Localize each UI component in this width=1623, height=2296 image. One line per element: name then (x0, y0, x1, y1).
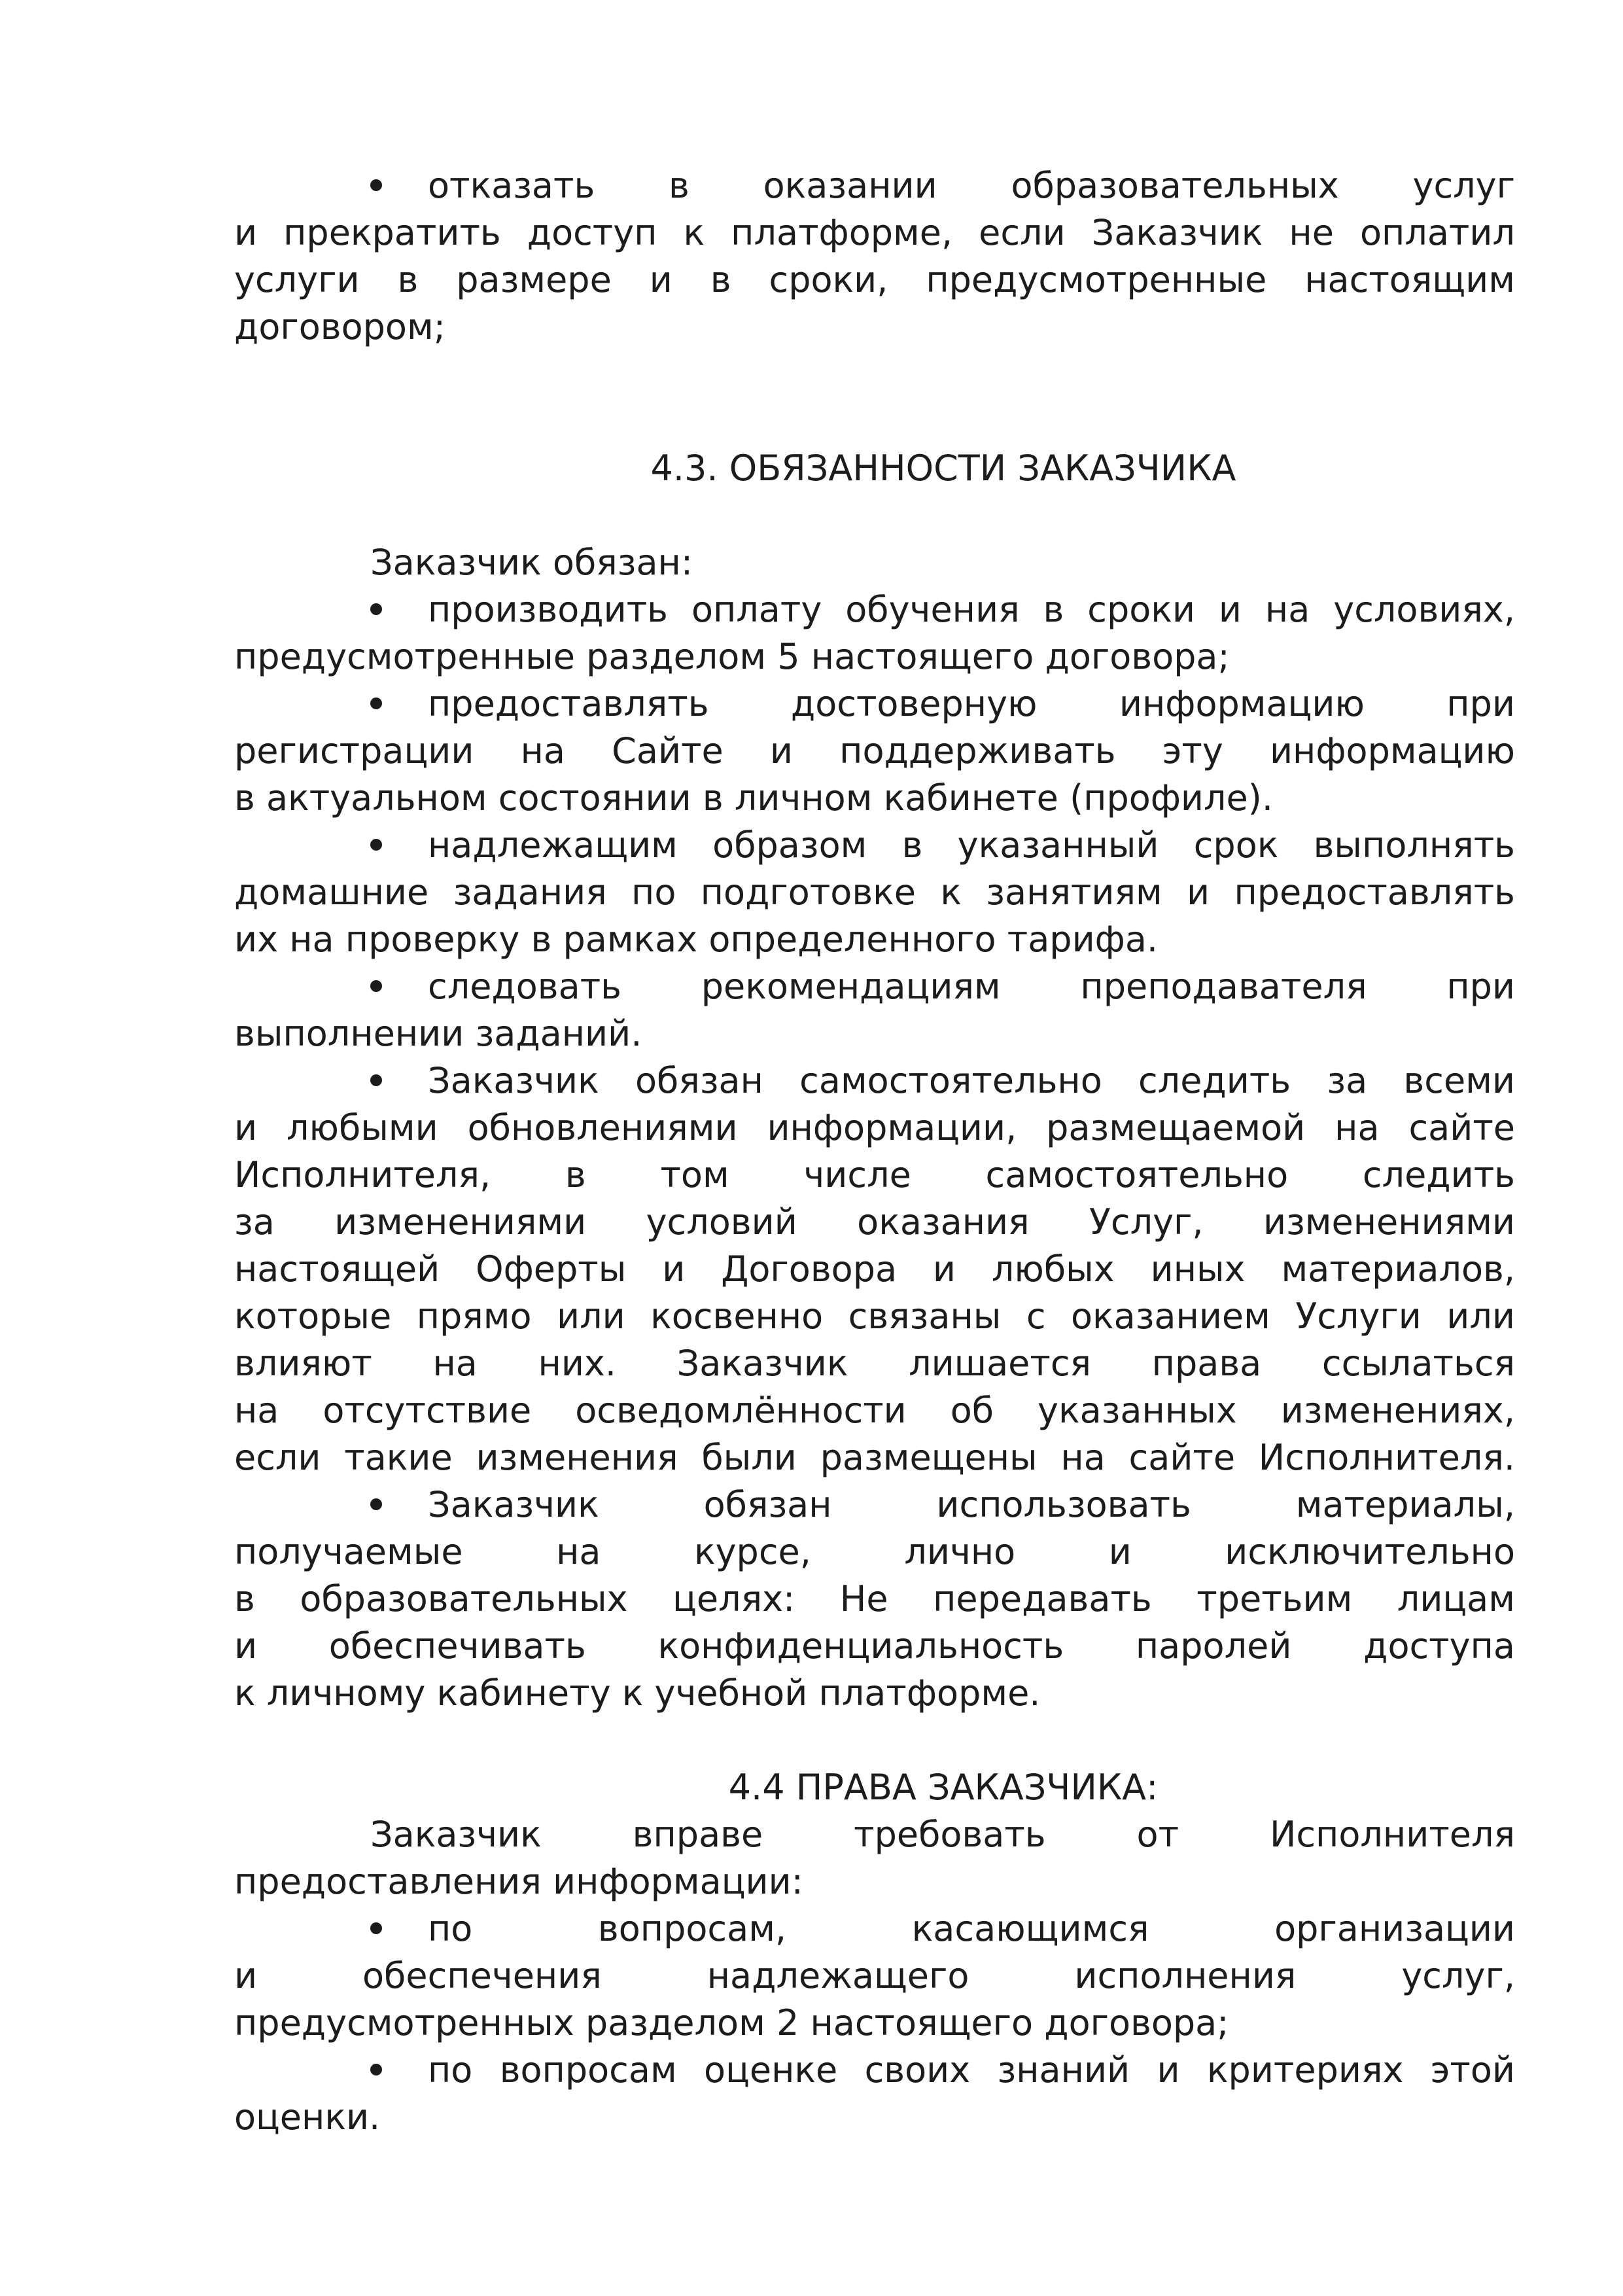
bullet-item (234, 963, 1515, 1057)
section-heading: 4.4 ПРАВА ЗАКАЗЧИКА: (728, 1767, 1159, 1808)
bullet-item (234, 822, 1515, 963)
bullet-dot-icon (370, 822, 428, 869)
bullet-line: получаемые на курсе, лично и исключительно (234, 1531, 1515, 1572)
bullet-line: по вопросам, касающимся организации (428, 1908, 1515, 1949)
bullet-line: следовать рекомендациям преподавателя при (428, 966, 1515, 1007)
bullet-line: настоящей Оферты и Договора и любых иных материалов, (234, 1248, 1515, 1290)
intro-bullet (234, 162, 1515, 351)
bullet-dot-icon (370, 586, 428, 633)
bullet-line: и любыми обновлениями информации, размещаемой на сайте (234, 1107, 1515, 1148)
bullet-line: влияют на них. Заказчик лишается права ссылаться (234, 1343, 1515, 1384)
bullet-line: выполнении заданий. (234, 1013, 642, 1054)
bullet-line: Исполнителя, в том числе самостоятельно следить (234, 1154, 1515, 1195)
bullet-line: отказать в оказании образовательных услуг (428, 165, 1515, 206)
bullet-line: в образовательных целях: Не передавать третьим лицам (234, 1578, 1515, 1619)
bullet-line: договором; (234, 306, 445, 347)
bullet-line: в актуальном состоянии в личном кабинете (профиле). (234, 777, 1273, 819)
section-lead: Заказчик вправе требовать от Исполнителя (370, 1814, 1515, 1855)
section-4-3 (234, 445, 1515, 1717)
bullet-dot-icon (370, 963, 428, 1010)
bullet-line: и обеспечивать конфиденциальность паролей доступа (234, 1625, 1515, 1667)
bullet-line: и обеспечения надлежащего исполнения услуг, (234, 1955, 1515, 1996)
bullet-line: надлежащим образом в указанный срок выполнять (428, 824, 1515, 866)
bullet-line: если такие изменения были размещены на сайте Исполнителя. (234, 1437, 1515, 1478)
bullet-item (234, 680, 1515, 822)
bullet-line: оценки. (234, 2096, 381, 2138)
bullet-line: по вопросам оценке своих знаний и критериях этой (428, 2049, 1515, 2091)
bullet-item (234, 1905, 1515, 2047)
bullet-line: Заказчик обязан самостоятельно следить за всеми (428, 1060, 1515, 1101)
bullet-line: предусмотренные разделом 5 настоящего договора; (234, 636, 1230, 677)
bullet-item (234, 586, 1515, 680)
bullet-dot-icon (370, 1905, 428, 1952)
bullet-line: предусмотренных разделом 2 настоящего договора; (234, 2002, 1229, 2043)
bullet-dot-icon (370, 680, 428, 728)
section-4-4 (234, 1764, 1515, 2141)
bullet-line: Заказчик обязан использовать материалы, (428, 1484, 1515, 1525)
bullet-line: производить оплату обучения в сроки и на условиях, (428, 589, 1515, 630)
bullet-line: которые прямо или косвенно связаны с оказанием Услуги или (234, 1296, 1515, 1337)
document-page (234, 154, 1515, 2141)
section-heading: 4.3. ОБЯЗАННОСТИ ЗАКАЗЧИКА (650, 448, 1236, 489)
bullet-dot-icon (370, 1481, 428, 1528)
bullet-item (234, 1481, 1515, 1717)
bullet-line: их на проверку в рамках определенного тарифа. (234, 919, 1159, 960)
bullet-line: предоставлять достоверную информацию при (428, 683, 1515, 724)
bullet-dot-icon (370, 2047, 428, 2094)
bullet-line: на отсутствие осведомлённости об указанных изменениях, (234, 1390, 1515, 1431)
bullet-dot-icon (370, 1057, 428, 1104)
bullet-item (234, 1057, 1515, 1481)
bullet-dot-icon (370, 162, 428, 209)
bullet-line: домашние задания по подготовке к занятиям и предоставлять (234, 872, 1515, 913)
bullet-line: за изменениями условий оказания Услуг, изменениями (234, 1201, 1515, 1243)
bullet-line: регистрации на Сайте и поддерживать эту информацию (234, 730, 1515, 771)
bullet-item (234, 2047, 1515, 2141)
bullet-line: к личному кабинету к учебной платформе. (234, 1672, 1041, 1714)
section-lead: предоставления информации: (234, 1861, 803, 1902)
bullet-line: услуги в размере и в сроки, предусмотренные настоящим (234, 259, 1515, 300)
section-lead: Заказчик обязан: (370, 542, 693, 583)
bullet-line: и прекратить доступ к платформе, если Заказчик не оплатил (234, 212, 1515, 253)
